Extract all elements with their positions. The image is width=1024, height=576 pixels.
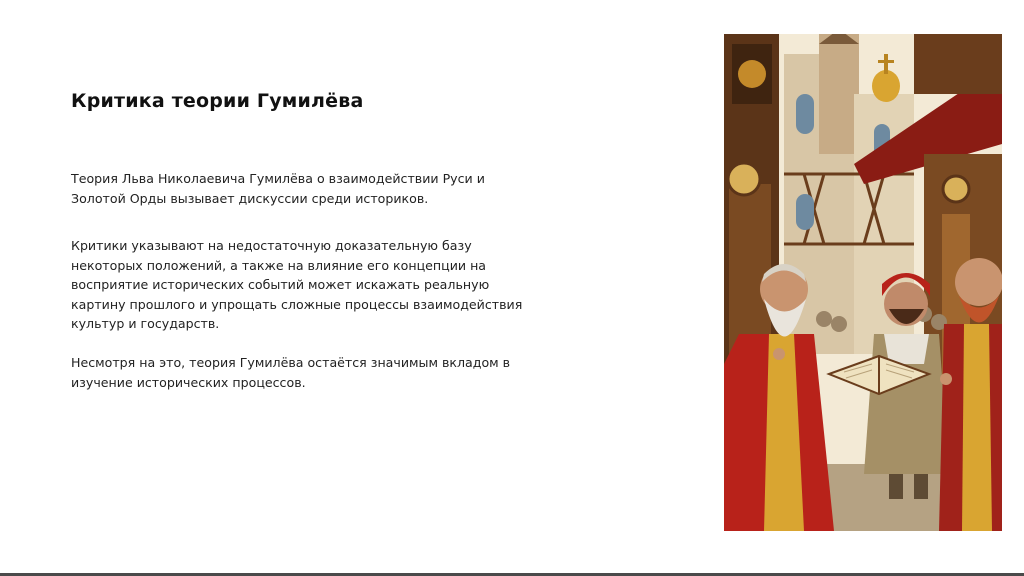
medieval-scene-illustration <box>724 34 1002 531</box>
slide-title: Критика теории Гумилёва <box>71 90 364 112</box>
paragraph-conclusion: Несмотря на это, теория Гумилёва остаётся значимым вкладом в изучение исторических процессов. <box>71 355 511 390</box>
paragraph-intro: Теория Льва Николаевича Гумилёва о взаимодействии Руси и Золотой Орды вызывает дискуссии среди историков. <box>71 171 485 206</box>
paragraph-criticism: Критики указывают на недостаточную доказательную базу некоторых положений, а также на влияние его концепции на восприятие исторических событий может искажать реальную картину прошлого и упрощать сложные процессы взаимодействия культур и государств. <box>71 238 523 331</box>
